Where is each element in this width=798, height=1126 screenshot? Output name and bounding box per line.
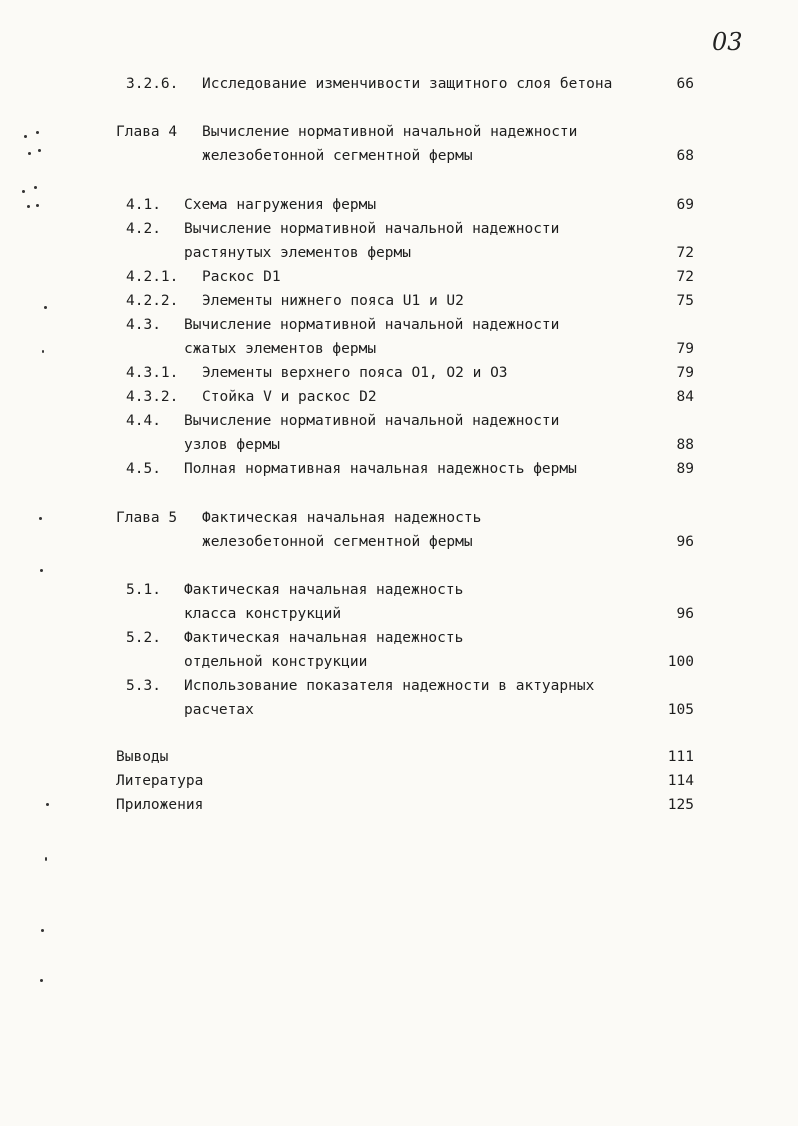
toc-number: 4.3.1. [126,365,179,381]
toc-number: 3.2.6. [126,76,179,92]
toc-page: 72 [676,269,694,285]
toc-entry-5-1-cont [0,602,798,626]
toc-page: 96 [676,534,694,550]
toc-page: 72 [676,245,694,261]
toc-entry-chapter-5 [0,506,798,530]
toc-title: Фактическая начальная надежность [184,630,464,646]
toc-entry-4-5 [0,457,798,481]
toc-page: 89 [676,461,694,477]
toc-page: 88 [676,437,694,453]
toc-number: Глава 5 [116,510,178,526]
toc-entry-4-3-2 [0,385,798,409]
toc-title: отдельной конструкции [184,654,368,670]
toc-page: 105 [667,702,694,718]
toc-number: 4.3. [126,317,161,333]
scan-speck [24,135,27,138]
toc-title: Стойка V и раскос D2 [202,389,377,405]
toc-entry-4-3 [0,313,798,337]
scan-speck [22,190,25,193]
toc-page: 69 [676,197,694,213]
toc-entry-4-1 [0,193,798,217]
toc-page: 84 [676,389,694,405]
scan-speck [38,149,41,152]
toc-title: расчетах [184,702,254,718]
toc-entry-chapter-4-cont [0,144,798,168]
toc-title: Элементы нижнего пояса U1 и U2 [202,293,464,309]
scan-speck [39,517,42,520]
toc-title: железобетонной сегментной фермы [202,534,473,550]
toc-number: 4.4. [126,413,161,429]
toc-number: 5.3. [126,678,161,694]
toc-number: 5.2. [126,630,161,646]
scan-speck [40,569,43,572]
toc-entry-4-4-cont [0,433,798,457]
toc-entry-4-2-1 [0,265,798,289]
toc-page: 75 [676,293,694,309]
toc-title: Вычисление нормативной начальной надежности [184,221,560,237]
toc-page: 79 [676,341,694,357]
toc-title: Вычисление нормативной начальной надежности [202,124,578,140]
scan-speck [27,205,30,208]
toc-title: железобетонной сегментной фермы [202,148,473,164]
toc-entry-4-3-cont [0,337,798,361]
toc-number: Глава 4 [116,124,178,140]
scan-speck [44,306,47,309]
toc-title: узлов фермы [184,437,281,453]
toc-entry-conclusions [0,745,798,769]
toc-title: Элементы верхнего пояса O1, O2 и O3 [202,365,508,381]
toc-entry-4-3-1 [0,361,798,385]
scan-speck [46,803,49,806]
toc-title: сжатых элементов фермы [184,341,377,357]
toc-entry-chapter-4 [0,120,798,144]
scan-speck [45,857,47,861]
toc-page: 96 [676,606,694,622]
toc-entry-4-4 [0,409,798,433]
toc-title: Вычисление нормативной начальной надежности [184,413,560,429]
toc-entry-chapter-5-cont [0,530,798,554]
toc-title: Полная нормативная начальная надежность фермы [184,461,577,477]
toc-number: 4.2.1. [126,269,179,285]
toc-number: 5.1. [126,582,161,598]
toc-title: Использование показателя надежности в актуарных [184,678,595,694]
toc-entry-5-2 [0,626,798,650]
toc-title: растянутых элементов фермы [184,245,411,261]
toc-entry-5-3 [0,674,798,698]
toc-title: Схема нагружения фермы [184,197,377,213]
toc-number: 4.1. [126,197,161,213]
toc-entry-literature [0,769,798,793]
scan-speck [36,204,39,207]
scan-speck [40,979,43,982]
toc-number: 4.2.2. [126,293,179,309]
toc-entry-4-2-cont [0,241,798,265]
toc-page: 114 [667,773,694,789]
toc-page: 66 [676,76,694,92]
toc-title: Приложения [116,797,204,813]
toc-number: 4.5. [126,461,161,477]
toc-entry-4-2-2 [0,289,798,313]
scan-speck [42,350,44,353]
toc-page: 79 [676,365,694,381]
toc-page: 100 [667,654,694,670]
toc-entry-4-2 [0,217,798,241]
toc-entry-5-1 [0,578,798,602]
toc-page: 125 [667,797,694,813]
toc-title: Литература [116,773,204,789]
toc-number: 4.2. [126,221,161,237]
toc-number: 4.3.2. [126,389,179,405]
scan-speck [28,152,31,155]
toc-entry-5-3-cont [0,698,798,722]
toc-title: Фактическая начальная надежность [202,510,482,526]
toc-title: Выводы [116,749,169,765]
handwritten-page-mark: 03 [712,28,743,56]
toc-title: Раскос D1 [202,269,281,285]
toc-entry-3-2-6 [0,72,798,96]
scan-speck [36,131,39,134]
toc-entry-5-2-cont [0,650,798,674]
toc-title: класса конструкций [184,606,342,622]
toc-entry-appendices [0,793,798,817]
toc-title: Фактическая начальная надежность [184,582,464,598]
toc-page: 111 [667,749,694,765]
toc-page: 68 [676,148,694,164]
toc-title: Вычисление нормативной начальной надежности [184,317,560,333]
toc-title: Исследование изменчивости защитного слоя бетона [202,76,613,92]
scan-speck [34,186,37,189]
scan-speck [41,929,44,932]
